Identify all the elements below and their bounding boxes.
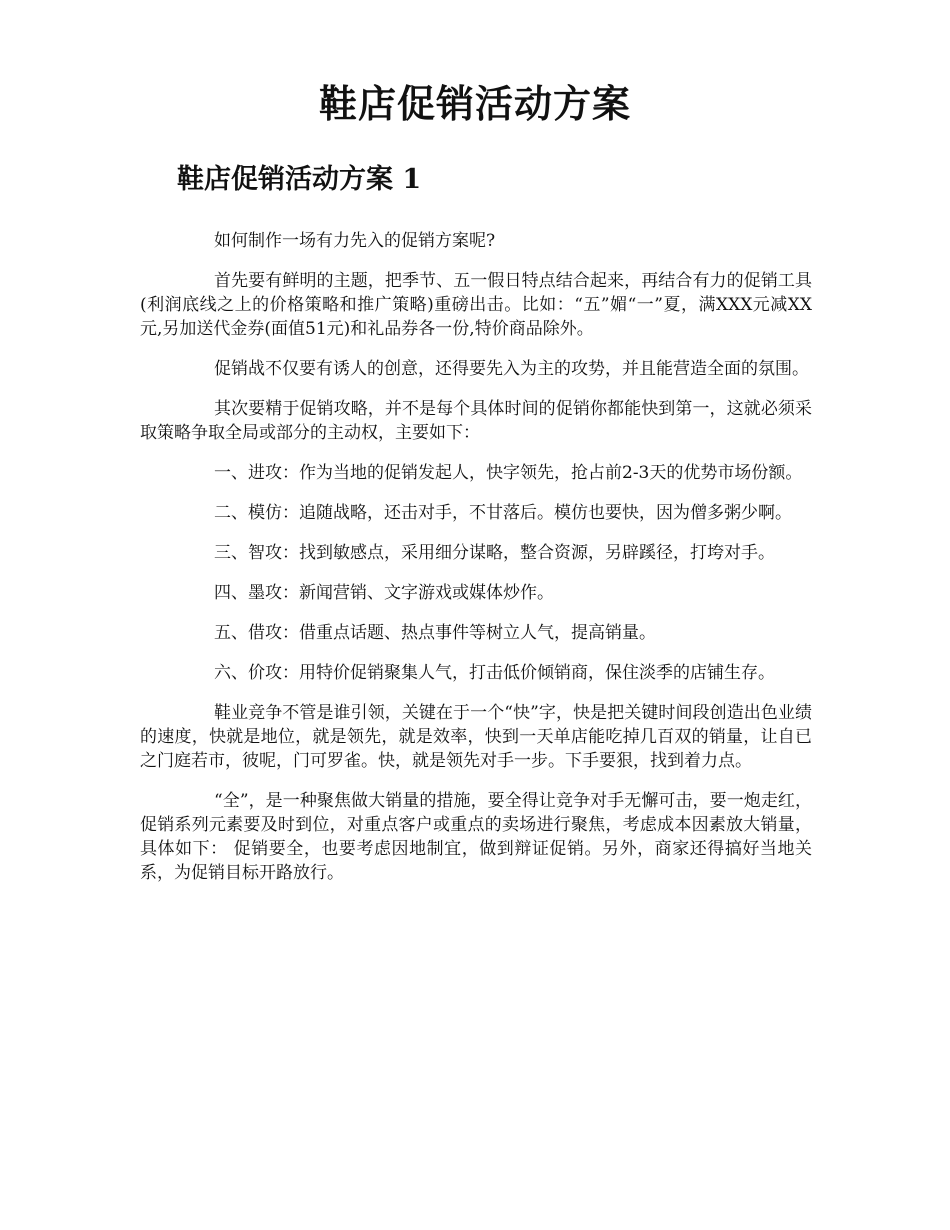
paragraph: 鞋业竞争不管是谁引领，关键在于一个“快”字，快是把关键时间段创造出色业绩的速度，快就是地位，就是领先，就是效率，快到一天单店能吃掉几百双的销量，让自已之门庭若市，彼呢，门可罗雀。快，就是领先对手一步。下手要狠，找到着力点。: [140, 703, 812, 771]
document-body: [140, 229, 812, 901]
paragraph: 五、借攻：借重点话题、热点事件等树立人气，提高销量。: [214, 623, 656, 643]
paragraph: 如何制作一场有力先入的促销方案呢?: [214, 231, 496, 251]
paragraph: 三、智攻：找到敏感点，采用细分谋略，整合资源，另辟蹊径，打垮对手。: [214, 543, 775, 563]
paragraph: 首先要有鲜明的主题，把季节、五一假日特点结合起来，再结合有力的促销工具(利润底线之上的价格策略和推广策略)重磅出击。比如：“五”媚“一”夏，满XXX元减XX元,另加送代金券(面值51元)和礼品券各一份,特价商品除外。: [140, 271, 812, 339]
paragraph: 其次要精于促销攻略，并不是每个具体时间的促销你都能快到第一，这就必须采取策略争取全局或部分的主动权，主要如下：: [140, 399, 812, 443]
paragraph: 四、墨攻：新闻营销、文字游戏或媒体炒作。: [214, 583, 554, 603]
paragraph: 一、进攻：作为当地的促销发起人，快字领先，抢占前2-3天的优势市场份额。: [214, 463, 803, 483]
paragraph: 促销战不仅要有诱人的创意，还得要先入为主的攻势，并且能营造全面的氛围。: [214, 359, 809, 379]
document-title: 鞋店促销活动方案: [318, 81, 631, 126]
paragraph: “全”，是一种聚焦做大销量的措施，要全得让竞争对手无懈可击，要一炮走红，促销系列元素要及时到位，对重点客户或重点的卖场进行聚焦，考虑成本因素放大销量，具体如下： 促销要全，也要考虑因地制宜，做到辩证促销。另外，商家还得搞好当地关系，为促销目标开路放行。: [140, 791, 812, 883]
paragraph: 六、价攻：用特价促销聚集人气，打击低价倾销商，保住淡季的店铺生存。: [214, 663, 775, 683]
paragraph: 二、模仿：追随战略，还击对手，不甘落后。模仿也要快，因为僧多粥少啊。: [214, 503, 792, 523]
section-heading: 鞋店促销活动方案 1: [177, 164, 422, 195]
